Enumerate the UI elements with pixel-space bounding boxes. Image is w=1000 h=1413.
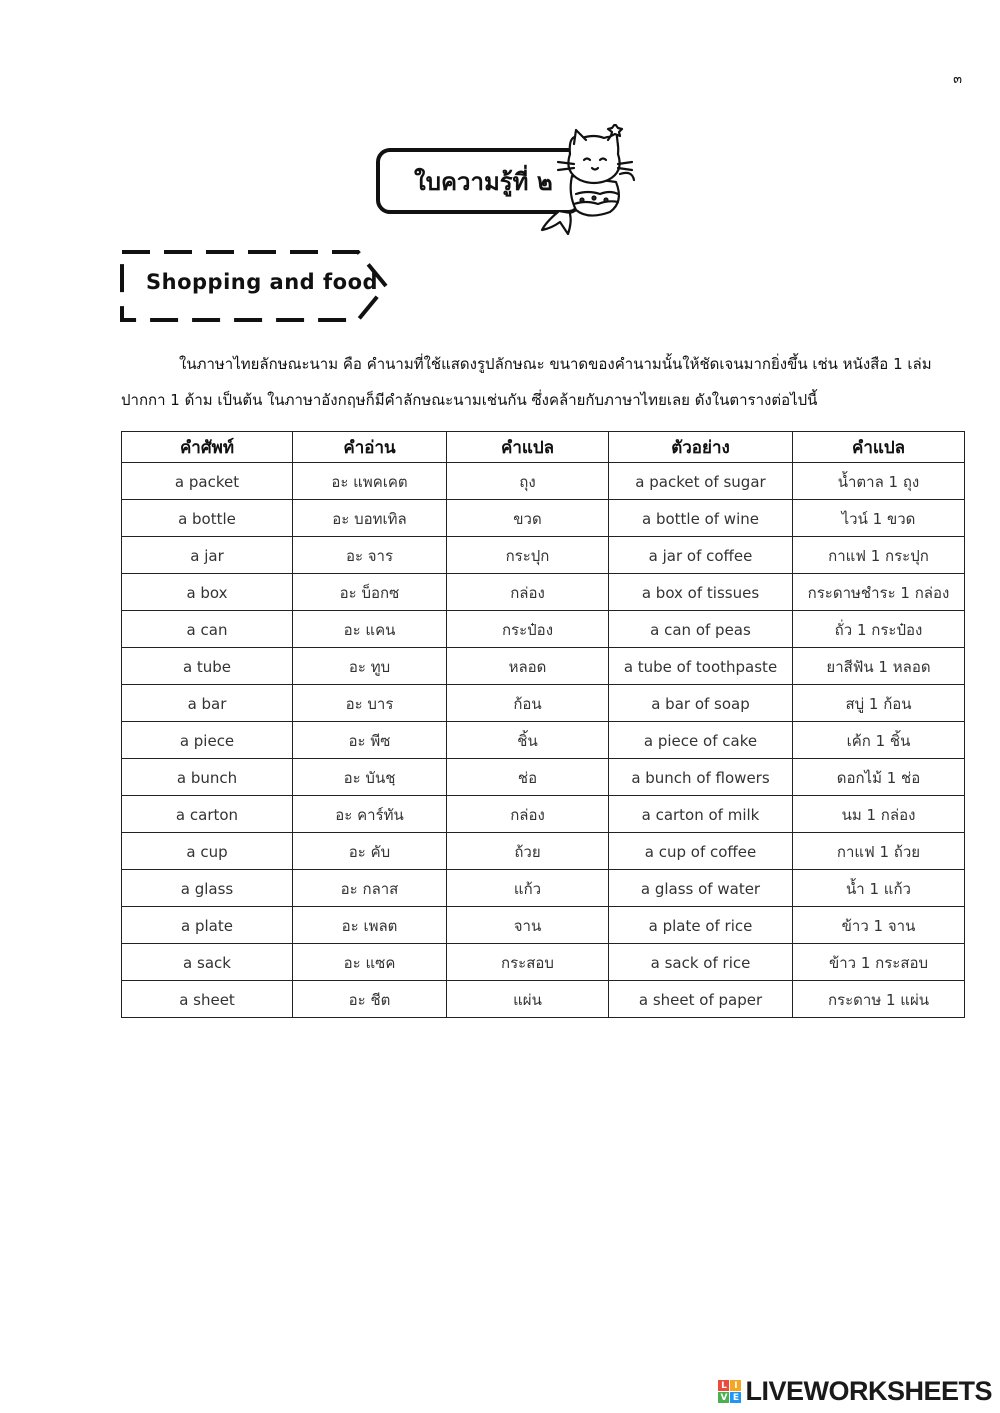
cell-example-meaning: ถั่ว 1 กระป๋อง	[793, 611, 965, 648]
cell-example: a tube of toothpaste	[609, 648, 793, 685]
worksheet-title: ใบความรู้ที่ ๒	[414, 167, 553, 196]
logo-letter: V	[718, 1392, 729, 1403]
section-title: Shopping and food	[146, 270, 379, 294]
cell-example-meaning: ดอกไม้ 1 ช่อ	[793, 759, 965, 796]
table-row	[122, 574, 965, 611]
cell-pronunciation: อะ แคน	[293, 611, 447, 648]
cell-word: a bottle	[122, 500, 293, 537]
cell-example-meaning: น้ำตาล 1 ถุง	[793, 463, 965, 500]
cell-example-meaning: กระดาษชำระ 1 กล่อง	[793, 574, 965, 611]
section-tag	[116, 246, 392, 326]
liveworksheets-logo-icon	[718, 1380, 741, 1403]
cell-meaning: ถุง	[447, 463, 609, 500]
cell-example: a sheet of paper	[609, 981, 793, 1018]
intro-line-2: ปากกา 1 ด้าม เป็นต้น ในภาษาอังกฤษก็มีคำลักษณะนามเช่นกัน ซึ่งคล้ายกับภาษาไทยเลย ดังในตารางต่อไปนี้	[121, 391, 818, 409]
cell-example: a packet of sugar	[609, 463, 793, 500]
cell-example: a carton of milk	[609, 796, 793, 833]
cell-example: a can of peas	[609, 611, 793, 648]
table-row	[122, 611, 965, 648]
cell-pronunciation: อะ บอทเทิล	[293, 500, 447, 537]
cell-example: a bunch of flowers	[609, 759, 793, 796]
cell-meaning: แก้ว	[447, 870, 609, 907]
table-row	[122, 907, 965, 944]
cell-meaning: แผ่น	[447, 981, 609, 1018]
cell-pronunciation: อะ จาร	[293, 537, 447, 574]
cell-example-meaning: กาแฟ 1 กระปุก	[793, 537, 965, 574]
cell-word: a piece	[122, 722, 293, 759]
cell-word: a jar	[122, 537, 293, 574]
cell-pronunciation: อะ บาร	[293, 685, 447, 722]
cell-example: a cup of coffee	[609, 833, 793, 870]
intro-line-1: ในภาษาไทยลักษณะนาม คือ คำนามที่ใช้แสดงรูปลักษณะ ขนาดของคำนามนั้นให้ชัดเจนมากยิ่งขึ้น เช่น หนังสือ 1 เล่ม	[179, 355, 932, 373]
cell-example: a piece of cake	[609, 722, 793, 759]
cell-word: a sack	[122, 944, 293, 981]
table-row	[122, 870, 965, 907]
cell-word: a glass	[122, 870, 293, 907]
cell-meaning: ขวด	[447, 500, 609, 537]
logo-letter: I	[730, 1380, 741, 1391]
cell-meaning: กระปุก	[447, 537, 609, 574]
header-example: ตัวอย่าง	[609, 432, 793, 463]
table-row	[122, 500, 965, 537]
logo-letter: E	[730, 1392, 741, 1403]
cell-word: a plate	[122, 907, 293, 944]
cell-pronunciation: อะ แพคเคต	[293, 463, 447, 500]
cell-word: a can	[122, 611, 293, 648]
table-row	[122, 685, 965, 722]
cell-meaning: ช่อ	[447, 759, 609, 796]
cell-word: a box	[122, 574, 293, 611]
cell-example-meaning: ข้าว 1 จาน	[793, 907, 965, 944]
cell-example: a plate of rice	[609, 907, 793, 944]
cell-word: a bunch	[122, 759, 293, 796]
cell-meaning: ก้อน	[447, 685, 609, 722]
cell-word: a cup	[122, 833, 293, 870]
cell-word: a carton	[122, 796, 293, 833]
table-row	[122, 537, 965, 574]
table-header-row	[122, 432, 965, 463]
cell-example: a sack of rice	[609, 944, 793, 981]
cell-example-meaning: ข้าว 1 กระสอบ	[793, 944, 965, 981]
cell-pronunciation: อะ พีซ	[293, 722, 447, 759]
header-word: คำศัพท์	[122, 432, 293, 463]
table-row	[122, 463, 965, 500]
cell-pronunciation: อะ เพลต	[293, 907, 447, 944]
header-pronunciation: คำอ่าน	[293, 432, 447, 463]
cell-meaning: กระป๋อง	[447, 611, 609, 648]
table-row	[122, 944, 965, 981]
cell-example-meaning: น้ำ 1 แก้ว	[793, 870, 965, 907]
table-row	[122, 981, 965, 1018]
cell-example: a box of tissues	[609, 574, 793, 611]
cell-example: a bottle of wine	[609, 500, 793, 537]
cell-pronunciation: อะ คาร์ทัน	[293, 796, 447, 833]
cell-meaning: หลอด	[447, 648, 609, 685]
table-row	[122, 833, 965, 870]
mermaid-cat-icon	[528, 124, 648, 236]
cell-meaning: กล่อง	[447, 796, 609, 833]
cell-meaning: ถ้วย	[447, 833, 609, 870]
table-row	[122, 722, 965, 759]
cell-pronunciation: อะ กลาส	[293, 870, 447, 907]
cell-pronunciation: อะ ทูบ	[293, 648, 447, 685]
page-number: ๓	[953, 72, 962, 87]
cell-pronunciation: อะ บ็อกซ	[293, 574, 447, 611]
cell-meaning: ชิ้น	[447, 722, 609, 759]
cell-meaning: กระสอบ	[447, 944, 609, 981]
cell-example-meaning: กระดาษ 1 แผ่น	[793, 981, 965, 1018]
table-row	[122, 759, 965, 796]
cell-word: a tube	[122, 648, 293, 685]
cell-pronunciation: อะ บันชฺ	[293, 759, 447, 796]
cell-word: a bar	[122, 685, 293, 722]
intro-paragraph	[121, 346, 963, 418]
table-row	[122, 796, 965, 833]
cell-example-meaning: เค้ก 1 ชิ้น	[793, 722, 965, 759]
vocabulary-table	[121, 431, 965, 1018]
cell-pronunciation: อะ ชีต	[293, 981, 447, 1018]
table-body	[122, 463, 965, 1018]
cell-pronunciation: อะ คับ	[293, 833, 447, 870]
cell-example-meaning: สบู่ 1 ก้อน	[793, 685, 965, 722]
cell-example: a jar of coffee	[609, 537, 793, 574]
logo-letter: L	[718, 1380, 729, 1391]
header-meaning: คำแปล	[447, 432, 609, 463]
cell-pronunciation: อะ แซค	[293, 944, 447, 981]
cell-word: a packet	[122, 463, 293, 500]
cell-example-meaning: ไวน์ 1 ขวด	[793, 500, 965, 537]
cell-example: a bar of soap	[609, 685, 793, 722]
brand-name: LIVEWORKSHEETS	[745, 1376, 992, 1406]
cell-word: a sheet	[122, 981, 293, 1018]
cell-example-meaning: ยาสีฟัน 1 หลอด	[793, 648, 965, 685]
liveworksheets-brand	[718, 1376, 992, 1407]
cell-meaning: จาน	[447, 907, 609, 944]
cell-meaning: กล่อง	[447, 574, 609, 611]
cell-example-meaning: กาแฟ 1 ถ้วย	[793, 833, 965, 870]
cell-example: a glass of water	[609, 870, 793, 907]
table-row	[122, 648, 965, 685]
cell-example-meaning: นม 1 กล่อง	[793, 796, 965, 833]
header-example-meaning: คำแปล	[793, 432, 965, 463]
